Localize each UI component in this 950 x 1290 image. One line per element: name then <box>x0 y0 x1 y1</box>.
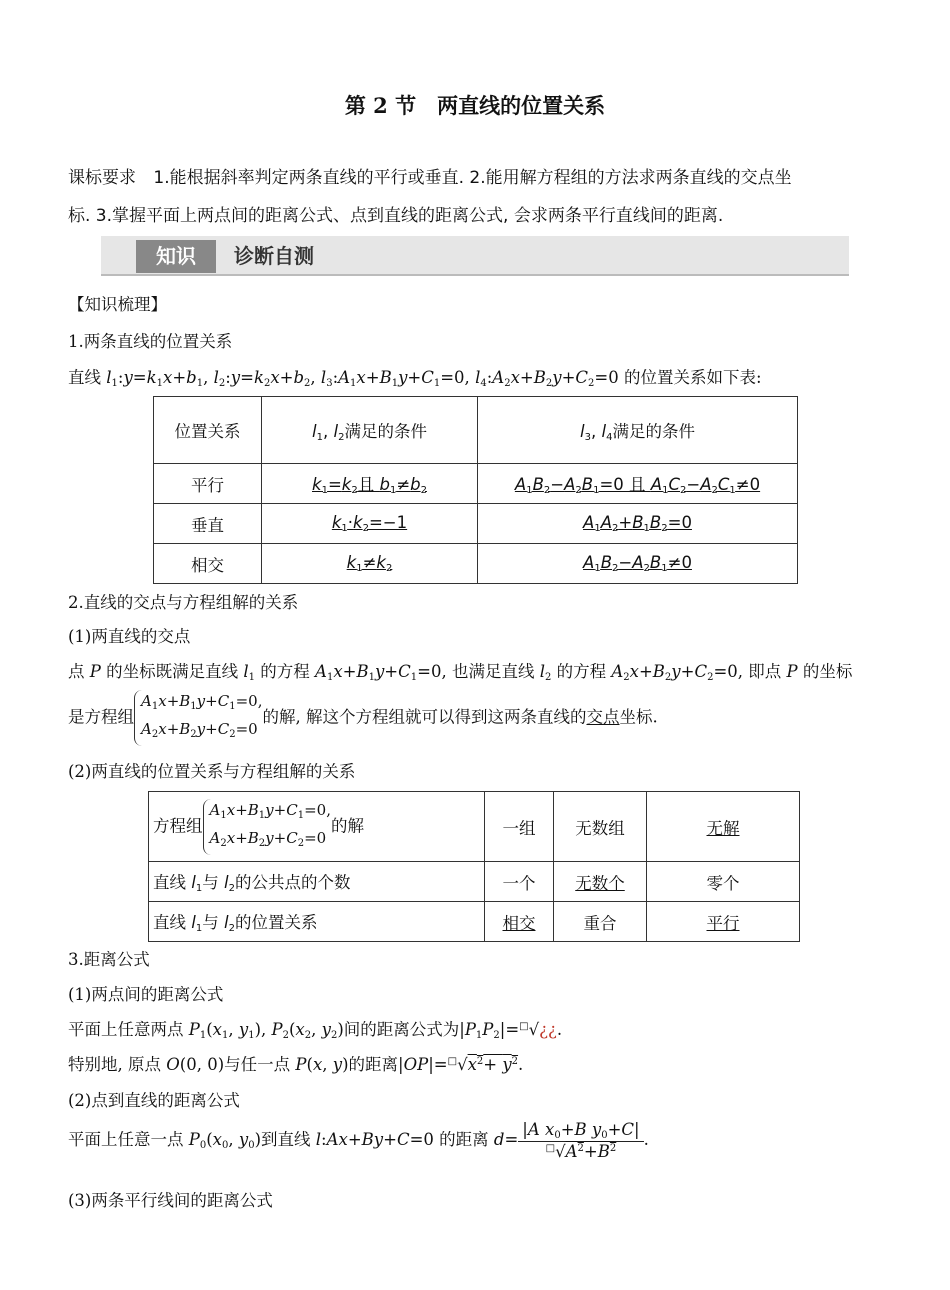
table-cell: $A_1B_2-A_2B_1=0$ 且 $A_1C_2-A_2C_1\ne 0$ <box>478 464 798 504</box>
table-cell: 直线 $l_1$与 $l_2$的位置关系 <box>149 902 485 942</box>
table-cell: 相交 <box>154 544 262 584</box>
table-cell: 无数组 <box>554 792 647 862</box>
s2-system-line: 是方程组$A_1x+B_1y+C_1=0$, $A_2x+B_2y+C_2=0$的解, 解这个方程组就可以得到这两条直线的交点坐标. <box>68 690 658 746</box>
requirements-line1: 1.能根据斜率判定两条直线的平行或垂直. 2.能用解方程组的方法求两条直线的交点坐 <box>153 168 792 188</box>
table-cell: $A_1B_2-A_2B_1\ne 0$ <box>478 544 798 584</box>
table-cell: $k_1\ne k_2$ <box>262 544 478 584</box>
table-cell: 一组 <box>485 792 554 862</box>
point-line-distance: 平面上任意一点 $P_0(x_0$, $y_0$)到直线 l:Ax+By+C=0 的距离 d= $\frac{|A x_0+B y_0+C|}{^□√A^2+B^2}$ . <box>68 1120 649 1161</box>
table-cell: 平行 <box>647 902 800 942</box>
equation-system: $A_1x+B_1y+C_1=0$, $A_2x+B_2y+C_2=0$ <box>134 690 262 746</box>
table-cell: 相交 <box>485 902 554 942</box>
s3-sub1: (1)两点间的距离公式 <box>68 985 224 1004</box>
requirements <box>68 159 883 197</box>
table-cell: 方程组$A_1x+B_1y+C_1=0$, $A_2x+B_2y+C_2=0$的解 <box>149 792 485 862</box>
table-row <box>149 792 800 862</box>
table-cell: 平行 <box>154 464 262 504</box>
table-row <box>149 862 800 902</box>
section-heading: 【知识梳理】 <box>68 295 167 314</box>
s3-heading: 3.距离公式 <box>68 950 150 969</box>
s2-heading: 2.直线的交点与方程组解的关系 <box>68 593 299 612</box>
table-cell: 零个 <box>647 862 800 902</box>
s2-sub1: (1)两直线的交点 <box>68 627 191 646</box>
table-cell: $k_1=k_2$且 $b_1\ne b_2$ <box>262 464 478 504</box>
s2-sub2: (2)两直线的位置关系与方程组解的关系 <box>68 762 356 781</box>
table-header-cell: $l_3$, $l_4$满足的条件 <box>478 397 798 464</box>
table-header-cell: $l_1$, $l_2$满足的条件 <box>262 397 478 464</box>
s3-sub3: (3)两条平行线间的距离公式 <box>68 1191 273 1210</box>
table-cell: 重合 <box>554 902 647 942</box>
section-banner <box>101 236 849 276</box>
banner-label: 诊断自测 <box>234 244 314 268</box>
page-title: 第 2 节 两直线的位置关系 <box>344 93 606 118</box>
table-cell: 直线 $l_1$与 $l_2$的公共点的个数 <box>149 862 485 902</box>
table-cell: 无数个 <box>554 862 647 902</box>
origin-distance: 特别地, 原点 O(0, 0)与任一点 P(x, y)的距离$|OP|=^□√x^2+ y^2$. <box>68 1055 524 1074</box>
position-relation-table <box>153 396 798 584</box>
table-header-cell: 位置关系 <box>154 397 262 464</box>
s1-intro: 直线 $l_1:y=k_1x+b_1$, $l_2:y=k_2x+b_2$, $l_3:A_1x+B_1y+C_1=0$, $l_4:A_2x+B_2y+C_2=0$ 的位置关系如下表: <box>68 368 762 389</box>
table-row <box>154 544 798 584</box>
s2-paragraph: 点 P 的坐标既满足直线 $l_1$ 的方程 $A_1x+B_1y+C_1=0$, 也满足直线 $l_2$ 的方程 $A_2x+B_2y+C_2=0$, 即点 P 的坐标 <box>68 662 853 683</box>
s1-heading: 1.两条直线的位置关系 <box>68 332 233 351</box>
table-cell: 无解 <box>647 792 800 862</box>
table-row <box>149 902 800 942</box>
table-cell: $A_1A_2+B_1B_2=0$ <box>478 504 798 544</box>
equation-system: $A_1x+B_1y+C_1=0$, $A_2x+B_2y+C_2=0$ <box>203 799 331 855</box>
distance-fraction: $\frac{|A x_0+B y_0+C|}{^□√A^2+B^2}$ <box>518 1120 643 1161</box>
table-cell: $k_1\cdot k_2=-1$ <box>262 504 478 544</box>
s3-sub2: (2)点到直线的距离公式 <box>68 1091 240 1110</box>
solution-relation-table <box>148 791 800 942</box>
banner-tab: 知识 <box>136 240 216 273</box>
table-row <box>154 464 798 504</box>
two-point-distance: 平面上任意两点 $P_1(x_1$, $y_1$), $P_2(x_2$, $y_2$)间的距离公式为$|P_1P_2|=^□√¿¿$. <box>68 1020 563 1041</box>
table-cell: 垂直 <box>154 504 262 544</box>
requirements-line2: 标. 3.掌握平面上两点间的距离公式、点到直线的距离公式, 会求两条平行直线间的距离. <box>68 206 724 226</box>
requirements-label: 课标要求 <box>68 168 136 188</box>
table-cell: 一个 <box>485 862 554 902</box>
table-row <box>154 504 798 544</box>
